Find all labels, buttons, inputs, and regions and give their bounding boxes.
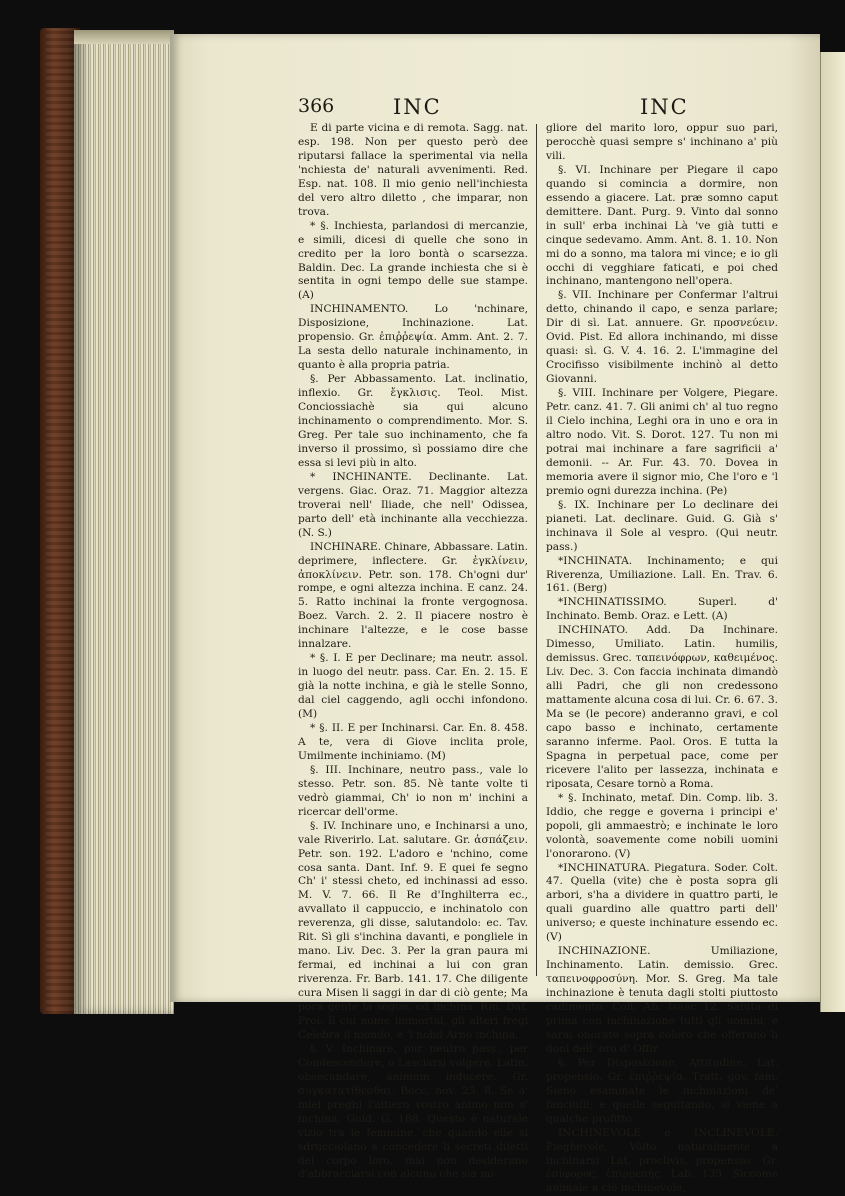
page-block-edge	[74, 30, 174, 1014]
entry-paragraph: §. III. Inchinare, neutro pass., vale lo stesso. Petr. son. 85. Nè tante volte ti vedrò giammai, Ch' io non m' inchini a ricercar dell'orme.	[298, 763, 528, 818]
entry-paragraph: * §. Inchinato, metaf. Din. Comp. lib. 3. Iddio, che regge e governa i principi e' popoli, gli ammaestrò; e inchinate le loro volontà, soavemente come nobili uomini l'onorarono. (V)	[546, 791, 778, 860]
right-column	[546, 122, 778, 1195]
entry-paragraph: * §. I. E per Declinare; ma neutr. assol. in luogo del neutr. pass. Car. En. 2. 15. E già la notte inchina, e già le stelle Sonno, dal ciel caggendo, agli occhi infondono. (M)	[298, 652, 528, 721]
entry-paragraph: INCHINARE. Chinare, Abbassare. Latin. deprimere, inflectere. Gr. ἐγκλίνειν, ἀποκλίνειν. Petr. son. 178. Ch'ogni dur' rompe, e ogni altezza inchina. E canz. 24. 5. Ratto inchinai la fronte vergognosa. Boez. Varch. 2. 2. Il piacere nostro è inchinare l'altezze, e le cose basse innalzare.	[298, 540, 528, 651]
entry-paragraph: * §. II. E per Inchinarsi. Car. En. 8. 458. A te, vera di Giove inclita prole, Umilmente inchiniamo. (M)	[298, 721, 528, 762]
entry-paragraph: INCHINAZIONE. Umiliazione, Inchinamento. Latin. demissio. Grec. ταπεινοφροσύνη. Mor. S. Greg. Ma tale inchinazione è tenuta dagli stolti piuttosto cadimento. Coll. Ab. Isaac 12. Saluta di prima con inchinazione tutti gli uomini, e sarai onorato sopra coloro che offerano li doni dell' oro d' Offir.	[546, 945, 778, 1055]
entry-paragraph: §. VI. Inchinare per Piegare il capo quando si comincia a dormire, non essendo a giacere. Lat. præ somno caput demittere. Dant. Purg. 9. Vinto dal sonno in sull' erba inchinai Là 've già tutti e cinque sedevamo. Amm. Ant. 8. 1. 10. Non mi do a sonno, ma talora mi vince; e io gli occhi di vegghiare faticati, e poi ched inchinano, mantengono nell'opera.	[546, 163, 778, 288]
entry-paragraph: * INCHINANTE. Declinante. Lat. vergens. Giac. Oraz. 71. Maggior altezza troverai nell' Iliade, che nell' Odissea, parto dell' età inchinante alla vecchiezza. (N. S.)	[298, 470, 528, 539]
entry-paragraph: *INCHINATISSIMO. Superl. d' Inchinato. Bemb. Oraz. e Lett. (A)	[546, 596, 778, 623]
entry-paragraph: §. Per Abbassamento. Lat. inclinatio, inflexio. Gr. ἔγκλισις. Teol. Mist. Conciossiachè sia qui alcuno inchinamento o comprendimento. Mor. S. Greg. Per tale suo inchinamento, che fa inverso il prossimo, sì possiamo dire che essa si levi più in alto.	[298, 373, 528, 469]
entry-paragraph: §. Per Disposizione, Attitudine. Lat. propensio. Gr. ἐπιῤῥεψία. Tratt. gov. fam. Sieno esaminate le inchinazioni de' fanciulli; e quelle seguitando, si viene a qualche profitto.	[546, 1056, 778, 1125]
column-rule	[536, 124, 537, 976]
page-number: 366	[298, 95, 335, 117]
entry-paragraph: §. IV. Inchinare uno, e Inchinarsi a uno, vale Riverirlo. Lat. salutare. Gr. ἀσπάζειν. Petr. son. 192. L'adoro e 'nchino, come cosa santa. Dant. Inf. 9. E quei fe segno Ch' i' stessi cheto, ed inchinassi ad esso. M. V. 7. 66. Il Re d'Inghilterra ec., avvallato il cappuccio, e inchinatolo con reverenza, gli disse, salutandolo: ec. Tav. Rit. Sì gli s'inchina davanti, e pongliele in mano. Liv. Dec. 3. Per la gran paura mi fermai, ed inchinai a lui con gran riverenza. Fr. Barb. 141. 17. Che diligente cura Misen li saggi in dar di ciò gente; Ma poca gente la segue, od inchina. Rin. Daf. Prol. Il cui nome immortal, gli alteri fregi Celebra il mondo, e 'l nobil Arno inchina.	[298, 819, 528, 1041]
left-column	[298, 122, 528, 1181]
entry-paragraph: *INCHINATA. Inchinamento; e qui Riverenza, Umiliazione. Lall. En. Trav. 6. 161. (Berg)	[546, 554, 778, 595]
entry-paragraph: §. IX. Inchinare per Lo declinare dei pianeti. Lat. declinare. Guid. G. Già s' inchinava il Sole al vespro. (Qui neutr. pass.)	[546, 498, 778, 553]
entry-paragraph: gliore del marito loro, oppur suo pari, perocchè quasi sempre s' inchinano a' più vili.	[546, 122, 778, 162]
facing-page-edge	[820, 52, 845, 1012]
entry-paragraph: INCHINAMENTO. Lo 'nchinare, Disposizione, Inchinazione. Lat. propensio. Gr. ἐπιῤῥεψία. Amm. Ant. 2. 7. La sesta dello naturale inchinamento, in quanto è alla propria patria.	[298, 303, 528, 372]
entry-paragraph: §. V. Inchinare, pur neutro pass., per Condescendere, o Lasciarsi volgere. Latin. obsecundare, animum inducere. Gr. συγκατατίθεσθαι. Bocc. nov. 25. 8. Se a' miei preghi l'altiero vostro animo non s' inchina. Guid. G. 188. Questo è naturale vizio tra le femmine, che quando elle si sdrucciolano a concedere li secreti diletti del corpo loro, mai non desiderano d'abbracciarsi con alcuno che sia mi-	[298, 1042, 528, 1181]
entry-paragraph: * §. Inchiesta, parlandosi di mercanzie, e simili, dicesi di quelle che sono in credito per la loro bontà o scarsezza. Baldin. Dec. La grande inchiesta che si è sentita in ogni tempo delle sue stampe. (A)	[298, 219, 528, 302]
running-head-left: INC	[393, 95, 442, 119]
running-head-right: INC	[640, 95, 689, 119]
entry-paragraph: *INCHINATURA. Piegatura. Soder. Colt. 47. Quella (vite) che è posta sopra gli arbori, s'ha a dividere in quattro parti, le quali guardino alle quattro parti dell' universo; e queste inchinature essendo ec. (V)	[546, 861, 778, 944]
entry-paragraph: §. VIII. Inchinare per Volgere, Piegare. Petr. canz. 41. 7. Gli animi ch' al tuo regno il Cielo inchina, Leghi ora in uno e ora in altro nodo. Vit. S. Dorot. 127. Tu non mi potrai mai inchinare a fare sagrificii a' demonii. -- Ar. Fur. 43. 70. Dovea in memoria avere il signor mio, Che l'oro e 'l premio ogni durezza inchina. (Pe)	[546, 387, 778, 497]
entry-paragraph: INCHINEVOLE e INCLINEVOLE. Pieghevole, Vòlto naturalmente a inchinarsi. Lat. proclivis, propensus. Gr. ἐπίφορος, ἐπιρρεπής. Lab. 135. Siccome animale a ciò inchinevole,	[546, 1126, 778, 1195]
entry-paragraph: §. VII. Inchinare per Confermar l'altrui detto, chinando il capo, e senza parlare; Dir di sì. Lat. annuere. Gr. προσνεύειν. Ovid. Pist. Ed allora inchinando, mi disse quasi: sì. G. V. 4. 16. 2. L'immagine del Crocifisso visibilmente inchinò al detto Giovanni.	[546, 289, 778, 386]
entry-paragraph: INCHINATO. Add. Da Inchinare. Dimesso, Umiliato. Latin. humilis, demissus. Grec. ταπεινόφρων, καθειμένος. Liv. Dec. 3. Con faccia inchinata dimandò alli Padri, che gli non credessono mattamente alcuna cosa di lui. Cr. 6. 67. 3. Ma se (le pecore) anderanno gravi, e col capo basso e inchinato, certamente saranno inferme. Paol. Oros. E tutta la Spagna in perpetual pace, come per ricevere l'alito per lassezza, inchinata e riposata, Cesare tornò a Roma.	[546, 624, 778, 790]
entry-paragraph: E di parte vicina e di remota. Sagg. nat. esp. 198. Non per questo però dee riputarsi fallace la sperimental via nella 'nchiesta de' naturali avvenimenti. Red. Esp. nat. 108. Il mio genio nell'inchiesta del vero altro diletto , che imparar, non trova.	[298, 122, 528, 218]
